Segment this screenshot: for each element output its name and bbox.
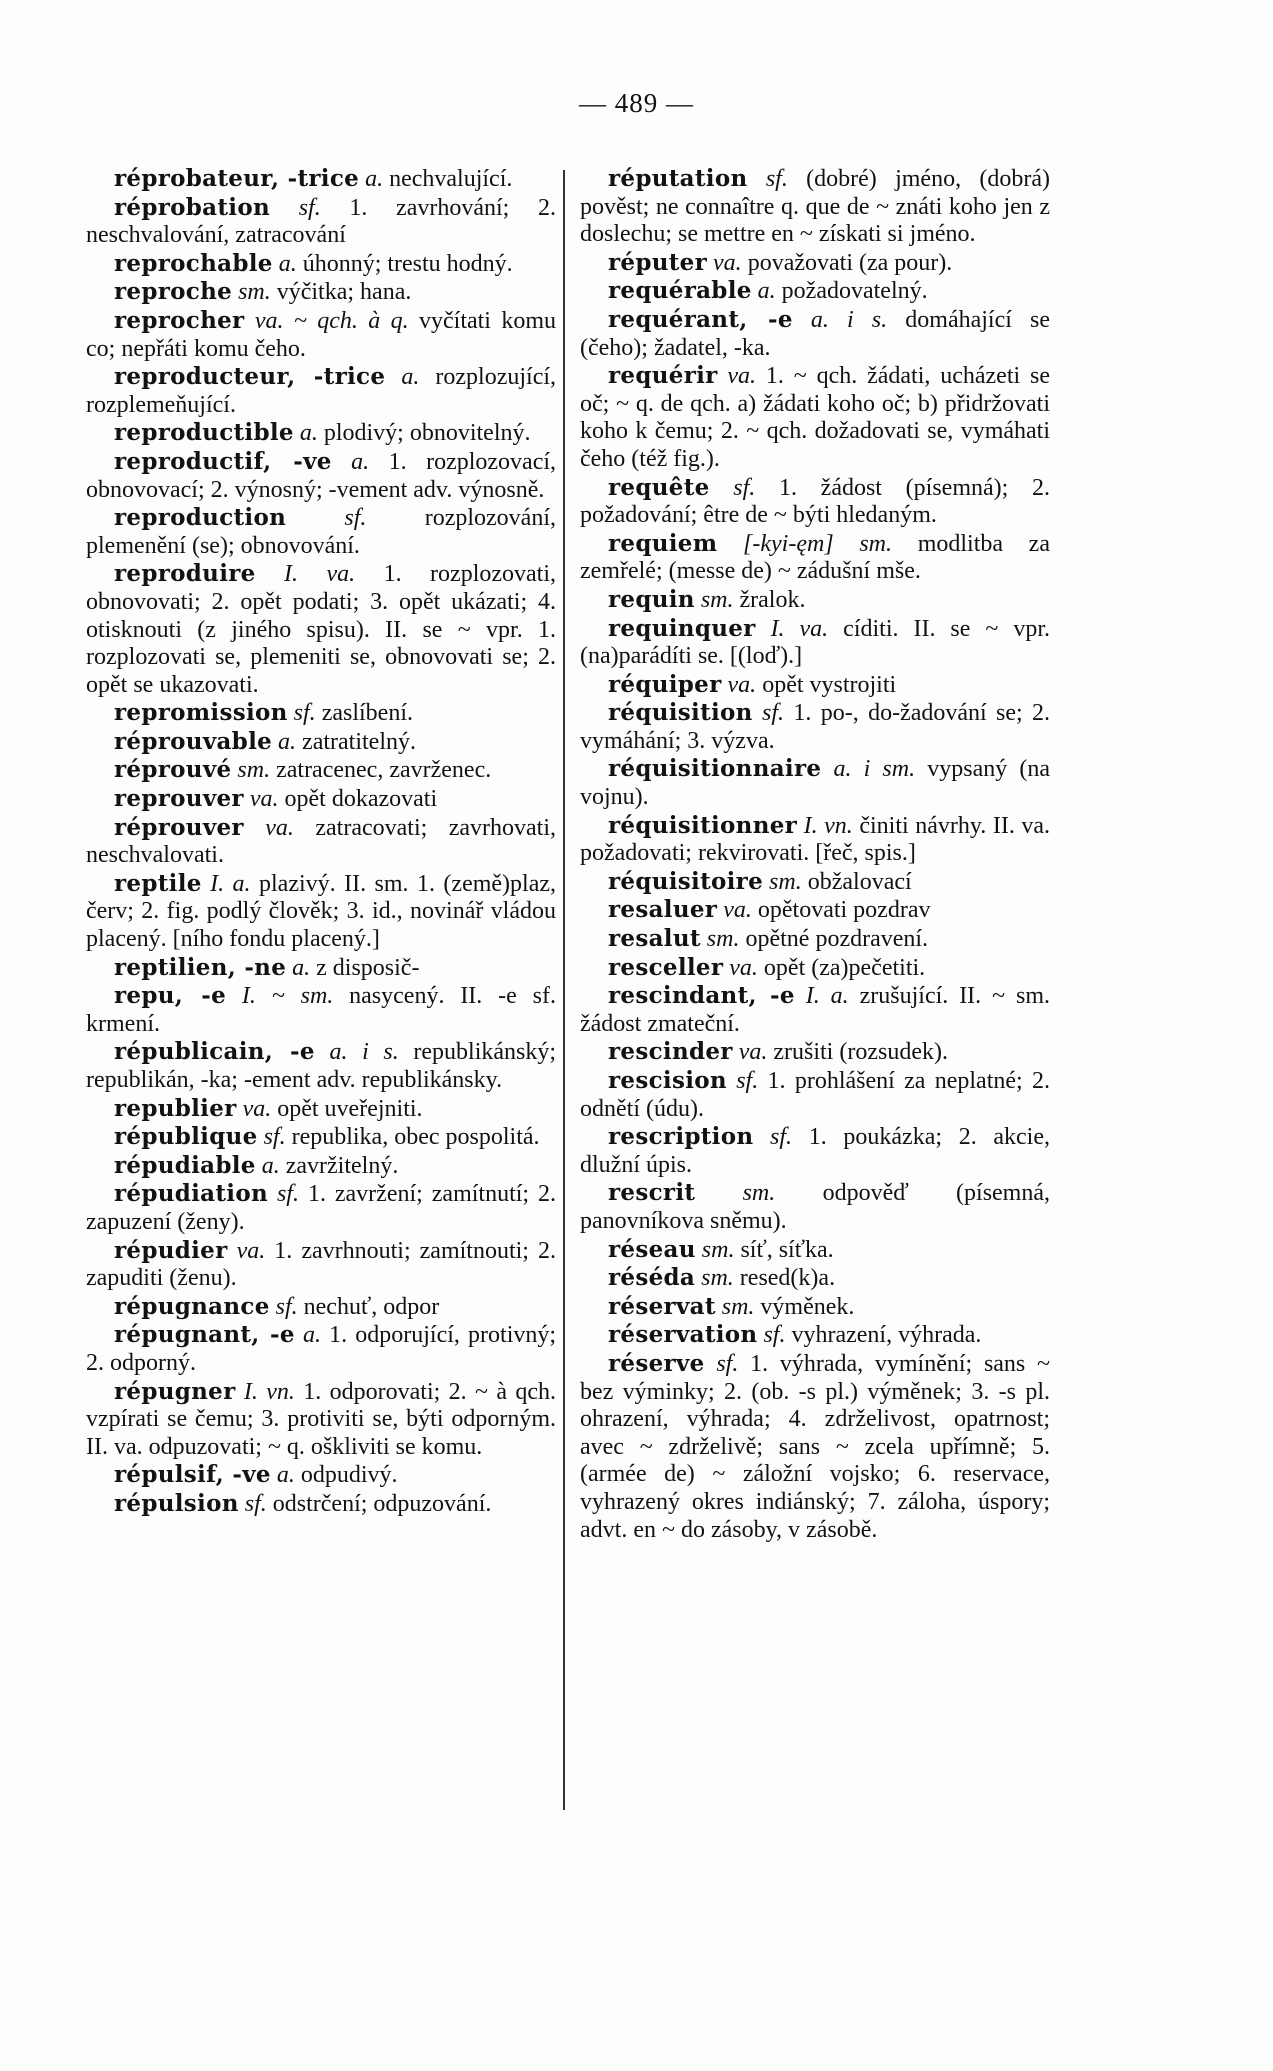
- entry-headword: rescision: [608, 1067, 727, 1094]
- entry-grammar: a. i s.: [329, 1039, 399, 1066]
- entry-headword: requin: [608, 585, 695, 613]
- dictionary-entry: [580, 1350, 1050, 1544]
- entry-grammar: sm.: [238, 279, 271, 306]
- entry-definition: opětné pozdravení.: [745, 926, 929, 953]
- entry-headword: republier: [114, 1094, 237, 1122]
- entry-headword: reproduire: [114, 560, 256, 588]
- entry-grammar: a.: [278, 250, 297, 277]
- entry-definition: nasycený. II. -e sf. krmení.: [86, 983, 557, 1037]
- entry-grammar: sm.: [769, 868, 802, 895]
- entry-grammar: I. vn.: [243, 1378, 295, 1405]
- entry-grammar: va.: [236, 1237, 266, 1264]
- entry-grammar: sf.: [298, 194, 321, 221]
- dictionary-entry: [86, 419, 556, 448]
- dictionary-entry: [86, 1038, 556, 1094]
- entry-grammar: a.: [757, 278, 776, 305]
- dictionary-entry: [86, 1490, 556, 1519]
- entry-definition: vyhrazení, výhrada.: [791, 1322, 982, 1349]
- entry-headword: rescindant, -e: [608, 982, 795, 1010]
- entry-grammar: [-kyi-ęm] sm.: [743, 530, 893, 557]
- entry-grammar: va.: [727, 671, 757, 698]
- dictionary-entry: [580, 671, 1050, 700]
- entry-grammar: a.: [351, 448, 370, 475]
- entry-headword: reproductif, -ve: [114, 447, 332, 475]
- entry-headword: requiem: [608, 529, 718, 557]
- entry-headword: réquisitionner: [608, 811, 798, 839]
- dictionary-entry: [580, 812, 1050, 868]
- entry-grammar: va.: [249, 786, 279, 813]
- entry-grammar: sm.: [700, 586, 734, 613]
- entry-headword: réserve: [608, 1349, 705, 1377]
- dictionary-entry: [580, 165, 1050, 249]
- entry-definition: z disposič-: [316, 954, 420, 981]
- dictionary-entry: [580, 530, 1050, 586]
- right-column: [580, 165, 1050, 1544]
- entry-definition: 1. poukázka; 2. akcie, dlužní úpis.: [580, 1124, 1050, 1178]
- entry-definition: 1. zavrhnouti; zamítnouti; 2. zapuditi (ženu).: [86, 1237, 557, 1292]
- dictionary-entry: [580, 868, 1050, 897]
- dictionary-entry: [86, 250, 556, 279]
- dictionary-entry: [86, 1123, 556, 1152]
- entry-headword: reproche: [114, 278, 233, 306]
- entry-grammar: sf.: [763, 1322, 786, 1349]
- entry-definition: nechuť, odpor: [303, 1293, 440, 1320]
- entry-definition: obžalovací: [807, 868, 912, 895]
- entry-definition: zrušující. II. ~ sm. žádost zmateční.: [580, 983, 1051, 1037]
- entry-headword: rescription: [608, 1123, 754, 1151]
- entry-grammar: I. va.: [284, 561, 356, 588]
- dictionary-entry: [580, 699, 1050, 755]
- entry-definition: opět (za)pečetiti.: [763, 954, 926, 981]
- entry-grammar: sf.: [276, 1181, 299, 1208]
- entry-grammar: a.: [401, 364, 420, 391]
- dictionary-entry: [86, 870, 556, 954]
- entry-headword: réquisition: [608, 699, 753, 727]
- entry-grammar: I. a.: [805, 983, 849, 1010]
- entry-definition: 1. žádost (písemná); 2. požadování; être de ~ býti hledaným.: [580, 474, 1051, 529]
- entry-headword: rescinder: [608, 1038, 733, 1066]
- dictionary-entry: [86, 982, 556, 1038]
- entry-grammar: a.: [278, 728, 297, 755]
- entry-grammar: va.: [242, 1095, 272, 1122]
- entry-definition: modlitba za zemřelé; (messe de) ~ zádušní mše.: [580, 530, 1050, 585]
- entry-grammar: sf.: [770, 1124, 793, 1151]
- dictionary-entry: [580, 1264, 1050, 1293]
- entry-headword: reptile: [114, 869, 202, 897]
- entry-grammar: sm.: [706, 926, 740, 953]
- dictionary-entry: [86, 954, 556, 983]
- entry-grammar: sm.: [721, 1293, 755, 1320]
- entry-headword: réquisitionnaire: [608, 755, 822, 783]
- entry-definition: rozplozování, plemenění (se); obnovování.: [86, 505, 556, 559]
- entry-grammar: a.: [299, 420, 318, 447]
- column-divider: [563, 170, 565, 1810]
- dictionary-entry: [580, 1067, 1050, 1123]
- entry-definition: 1. odporující, protivný; 2. odporný.: [86, 1322, 557, 1376]
- dictionary-entry: [86, 1293, 556, 1322]
- entry-headword: républicain, -e: [114, 1038, 315, 1066]
- entry-headword: réprouver: [114, 813, 244, 841]
- entry-headword: repromission: [114, 699, 288, 727]
- entry-definition: republika, obec pospolitá.: [291, 1124, 540, 1151]
- entry-headword: requérir: [608, 362, 718, 390]
- dictionary-entry: [580, 474, 1050, 530]
- entry-grammar: sf.: [275, 1293, 298, 1320]
- entry-grammar: sf.: [762, 700, 785, 727]
- entry-headword: réquiper: [608, 670, 722, 698]
- entry-headword: reproductible: [114, 419, 294, 447]
- dictionary-entry: [86, 1321, 556, 1377]
- entry-definition: opět dokazovati: [284, 786, 438, 813]
- entry-grammar: sf.: [344, 505, 367, 532]
- dictionary-entry: [580, 306, 1050, 362]
- entry-headword: requérable: [608, 277, 752, 305]
- entry-headword: répulsif, -ve: [114, 1461, 271, 1489]
- entry-definition: vyčítati komu co; nepřáti komu čeho.: [86, 307, 557, 362]
- dictionary-entry: [86, 1180, 556, 1236]
- entry-grammar: sm.: [237, 757, 271, 784]
- entry-definition: 1. odporovati; 2. ~ à qch. vzpírati se čemu; 3. protiviti se, býti odporným. II. va. odpuzovati; ~ q. oškliviti se komu.: [86, 1378, 557, 1460]
- entry-definition: zaslíbení.: [321, 700, 413, 727]
- entry-definition: nechvalující.: [389, 166, 513, 192]
- dictionary-entry: [86, 699, 556, 728]
- entry-grammar: sf.: [716, 1350, 739, 1377]
- dictionary-entry: [86, 448, 556, 504]
- entry-definition: rozplozující, rozplemeňující.: [86, 364, 557, 418]
- entry-definition: opět vystrojiti: [762, 671, 897, 698]
- entry-definition: zatracovati; zavrhovati, neschvalovati.: [86, 814, 557, 869]
- entry-grammar: sm.: [701, 1265, 734, 1292]
- entry-definition: domáhající se (čeho); žadatel, -ka.: [580, 306, 1051, 361]
- dictionary-entry: [580, 1293, 1050, 1322]
- dictionary-entry: [86, 560, 556, 699]
- entry-grammar: va.: [738, 1039, 768, 1066]
- entry-headword: reproducteur, -trice: [114, 363, 386, 391]
- entry-headword: répudier: [114, 1236, 228, 1264]
- entry-definition: resed(k)a.: [739, 1265, 836, 1292]
- entry-headword: réprobation: [114, 193, 271, 221]
- dictionary-entry: [86, 728, 556, 757]
- dictionary-entry: [86, 165, 556, 194]
- entry-grammar: I. ~ sm.: [241, 983, 334, 1010]
- entry-definition: 1. rozplozovací, obnovovací; 2. výnosný; -vement adv. výnosně.: [86, 448, 557, 503]
- entry-headword: requérant, -e: [608, 305, 793, 333]
- entry-headword: réputer: [608, 248, 708, 276]
- entry-definition: opět uveřejniti.: [277, 1095, 423, 1122]
- entry-grammar: I. vn.: [803, 812, 853, 839]
- entry-grammar: sf.: [765, 166, 788, 192]
- entry-headword: réseau: [608, 1235, 696, 1263]
- entry-headword: réprouvable: [114, 727, 273, 755]
- entry-grammar: a.: [302, 1322, 321, 1349]
- entry-definition: zatracenec, zavrženec.: [276, 757, 492, 784]
- entry-definition: republikánský; republikán, -ka; -ement adv. republikánsky.: [86, 1039, 557, 1093]
- entry-definition: vypsaný (na vojnu).: [580, 756, 1051, 811]
- dictionary-entry: [580, 1321, 1050, 1350]
- entry-headword: réquisitoire: [608, 867, 764, 895]
- entry-definition: síť, síťka.: [740, 1236, 834, 1263]
- dictionary-entry: [580, 1179, 1050, 1235]
- entry-headword: réprobateur, -trice: [114, 165, 360, 192]
- entry-definition: 1. po-, do-žadování se; 2. vymáhání; 3. výzva.: [580, 700, 1051, 754]
- entry-headword: repu, -e: [114, 982, 227, 1010]
- entry-headword: république: [114, 1123, 258, 1151]
- dictionary-entry: [86, 1237, 556, 1293]
- entry-definition: (dobré) jméno, (dobrá) pověst; ne connaître q. que de ~ znáti koho jen z doslechu; se mettre en ~ získati si jméno.: [580, 166, 1051, 248]
- entry-definition: odstrčení; odpuzování.: [272, 1490, 492, 1517]
- entry-headword: réservation: [608, 1321, 758, 1349]
- entry-headword: répugnance: [114, 1292, 270, 1320]
- entry-grammar: sf.: [244, 1490, 267, 1517]
- entry-headword: réputation: [608, 165, 748, 192]
- entry-definition: odpudivý.: [300, 1462, 398, 1489]
- entry-headword: répudiable: [114, 1151, 256, 1179]
- entry-grammar: sf.: [733, 474, 756, 501]
- entry-definition: 1. zavržení; zamítnutí; 2. zapuzení (ženy).: [86, 1181, 557, 1235]
- dictionary-entry: [580, 249, 1050, 278]
- dictionary-entry: [86, 1095, 556, 1124]
- entry-definition: 1. ~ qch. žádati, ucházeti se oč; ~ q. de qch. a) žádati koho oč; b) přidržovati koho k čemu; 2. ~ qch. dožadovati se, vymáhati čeho (též fig.).: [580, 363, 1050, 472]
- page-number: — 489 —: [579, 88, 694, 118]
- entry-grammar: I. va.: [770, 615, 829, 642]
- entry-headword: requinquer: [608, 614, 756, 642]
- entry-headword: réservat: [608, 1292, 716, 1320]
- dictionary-entry: [86, 1152, 556, 1181]
- dictionary-entry: [580, 1123, 1050, 1179]
- entry-headword: répulsion: [114, 1489, 239, 1517]
- entry-grammar: I. a.: [210, 870, 251, 897]
- entry-headword: réséda: [608, 1264, 696, 1292]
- entry-headword: reprochable: [114, 249, 273, 277]
- dictionary-entry: [86, 278, 556, 307]
- entry-grammar: a.: [276, 1462, 295, 1489]
- entry-definition: cíditi. II. se ~ vpr. (na)parádíti se. [(loď).]: [580, 615, 1051, 670]
- entry-definition: odpověď (písemná, panovníkova sněmu).: [580, 1180, 1050, 1234]
- dictionary-entry: [86, 756, 556, 785]
- dictionary-entry: [580, 615, 1050, 671]
- entry-grammar: a. i sm.: [833, 756, 916, 783]
- entry-grammar: va.: [713, 249, 742, 276]
- dictionary-entry: [580, 896, 1050, 925]
- entry-definition: 1. rozplozovati, obnovovati; 2. opět podati; 3. opět ukázati; 4. otisknouti (z jiného spisu). II. se ~ vpr. 1. rozplozovati se, plemeniti se, obnovovati se; 2. opět se ukazovati.: [86, 561, 556, 698]
- entry-headword: répudiation: [114, 1180, 269, 1208]
- left-column: [86, 165, 556, 1519]
- entry-grammar: va.: [265, 814, 294, 841]
- entry-grammar: sm.: [701, 1236, 735, 1263]
- entry-definition: plazivý. II. sm. 1. (země)plaz, červ; 2. fig. podlý člověk; 3. id., novinář vládou placený. [ního fondu placený.]: [86, 870, 557, 953]
- entry-definition: výčitka; hana.: [276, 279, 412, 306]
- entry-grammar: va.: [727, 363, 757, 390]
- dictionary-entry: [580, 954, 1050, 983]
- entry-definition: 1. prohlášení za neplatné; 2. odnětí (údu).: [580, 1068, 1050, 1122]
- entry-headword: reproduction: [114, 504, 287, 532]
- entry-headword: répugnant, -e: [114, 1321, 295, 1349]
- dictionary-entry: [580, 755, 1050, 811]
- dictionary-entry: [86, 785, 556, 814]
- dictionary-entry: [86, 363, 556, 419]
- entry-grammar: va.: [723, 897, 752, 924]
- dictionary-entry: [86, 194, 556, 250]
- entry-grammar: va. ~ qch. à q.: [254, 307, 409, 334]
- dictionary-entry: [86, 1461, 556, 1490]
- dictionary-entry: [580, 1038, 1050, 1067]
- entry-grammar: sm.: [742, 1180, 776, 1207]
- entry-headword: répugner: [114, 1377, 236, 1405]
- entry-definition: opětovati pozdrav: [757, 897, 931, 924]
- entry-grammar: a.: [365, 166, 384, 192]
- dictionary-entry: [580, 982, 1050, 1038]
- entry-grammar: a.: [292, 954, 311, 981]
- dictionary-entry: [580, 925, 1050, 954]
- entry-headword: requête: [608, 473, 710, 501]
- entry-definition: požadovatelný.: [781, 278, 928, 305]
- dictionary-entry: [580, 1236, 1050, 1265]
- entry-definition: 1. výhrada, vymínění; sans ~ bez výminky; 2. (ob. -s pl.) výměnek; 3. -s pl. ohrazení, výhrada; 4. zdrželivost, opatrnost; avec ~ zdrželivě; sans ~ zcela upřímně; 5. (armée de) ~ záložní vojsko; 6. reservace, vyhrazený okres indiánský; 7. záloha, úspory; advt. en ~ do zásoby, v zásobě.: [580, 1350, 1051, 1543]
- dictionary-entry: [86, 504, 556, 560]
- entry-headword: réprouvé: [114, 756, 232, 784]
- entry-grammar: sf.: [293, 700, 316, 727]
- entry-grammar: sf.: [736, 1068, 759, 1094]
- entry-grammar: a. i s.: [810, 306, 888, 333]
- entry-grammar: sf.: [263, 1124, 286, 1151]
- entry-definition: zrušiti (rozsudek).: [773, 1039, 948, 1066]
- entry-headword: rescrit: [608, 1179, 696, 1207]
- entry-definition: žralok.: [739, 586, 806, 613]
- entry-headword: reprocher: [114, 306, 245, 334]
- entry-definition: považovati (za pour).: [747, 249, 953, 276]
- entry-headword: resalut: [608, 925, 701, 953]
- entry-grammar: va.: [729, 954, 758, 981]
- dictionary-entry: [86, 1378, 556, 1462]
- dictionary-entry: [580, 277, 1050, 306]
- entry-headword: reprouver: [114, 785, 244, 813]
- entry-grammar: a.: [261, 1152, 280, 1179]
- entry-headword: reptilien, -ne: [114, 953, 287, 981]
- dictionary-entry: [86, 307, 556, 363]
- dictionary-entry: [86, 814, 556, 870]
- entry-headword: resceller: [608, 953, 724, 981]
- entry-headword: resaluer: [608, 896, 718, 924]
- entry-definition: výměnek.: [760, 1293, 855, 1320]
- entry-definition: zatratitelný.: [302, 728, 416, 755]
- entry-definition: úhonný; trestu hodný.: [302, 250, 513, 277]
- entry-definition: zavržitelný.: [285, 1152, 399, 1179]
- entry-definition: 1. zavrhování; 2. neschvalování, zatracování: [86, 194, 556, 249]
- entry-definition: plodivý; obnovitelný.: [323, 420, 531, 447]
- dictionary-entry: [580, 362, 1050, 473]
- entry-definition: činiti návrhy. II. va. požadovati; rekvirovati. [řeč, spis.]: [580, 812, 1051, 867]
- dictionary-entry: [580, 586, 1050, 615]
